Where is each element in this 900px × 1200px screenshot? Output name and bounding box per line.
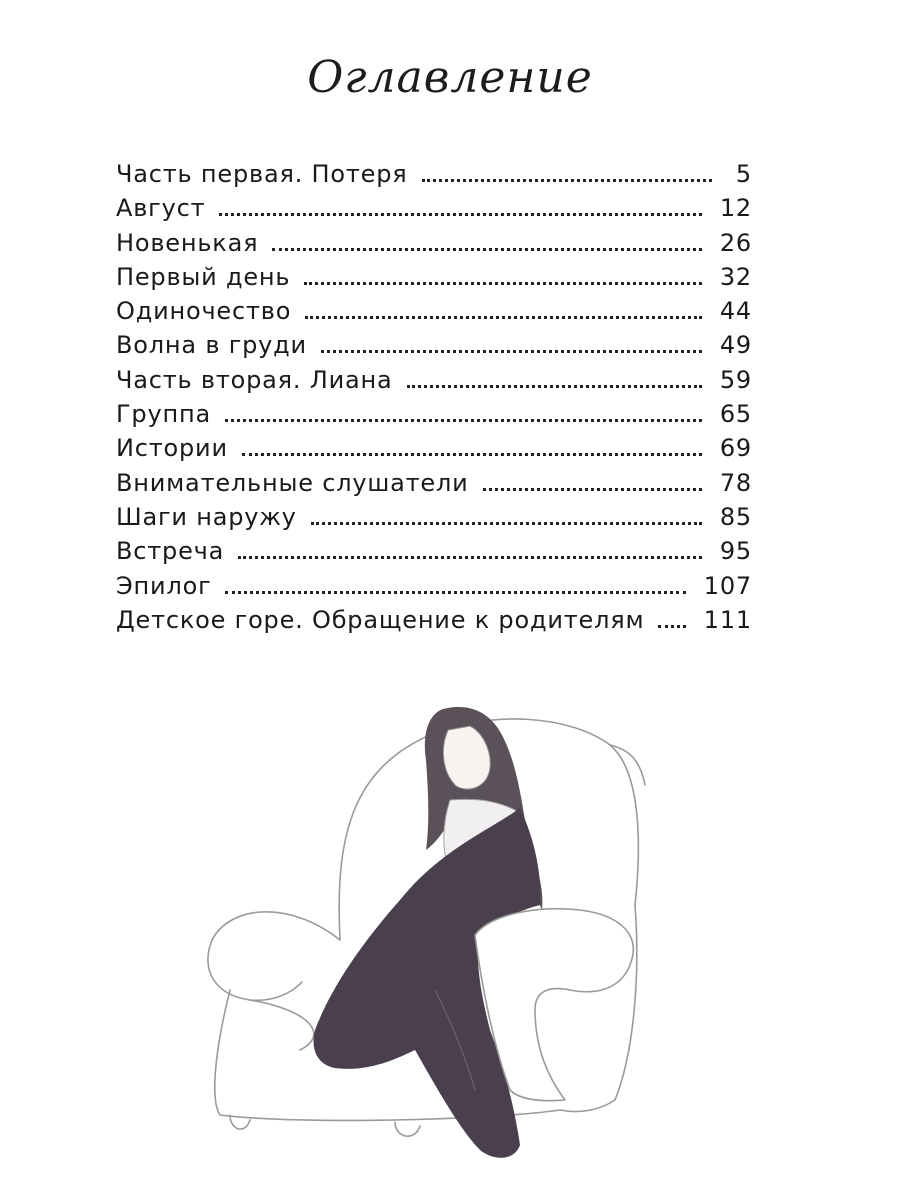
toc-entry-page: 65 bbox=[719, 400, 752, 429]
toc-entry[interactable] bbox=[116, 331, 752, 365]
toc-entry-page: 59 bbox=[719, 365, 752, 394]
toc-entry-page: 26 bbox=[719, 228, 752, 257]
toc-entry-page: 78 bbox=[719, 468, 752, 497]
toc-entry-label: Часть вторая. Лиана bbox=[116, 365, 393, 394]
toc-entry[interactable] bbox=[116, 469, 752, 503]
toc-entry-page: 111 bbox=[703, 605, 752, 634]
girl-in-armchair-illustration bbox=[190, 690, 710, 1180]
toc-dot-leader bbox=[304, 282, 701, 285]
toc-dot-leader bbox=[407, 385, 702, 388]
toc-entry[interactable] bbox=[116, 229, 752, 263]
toc-entry-label: Истории bbox=[116, 434, 228, 463]
toc-entry-label: Эпилог bbox=[116, 571, 212, 600]
toc-dot-leader bbox=[311, 522, 702, 525]
toc-entry[interactable] bbox=[116, 503, 752, 537]
toc-entry[interactable] bbox=[116, 194, 752, 228]
toc-entry-label: Часть первая. Потеря bbox=[116, 160, 408, 188]
toc-dot-leader bbox=[242, 453, 702, 456]
toc-entry-label: Волна в груди bbox=[116, 331, 307, 360]
toc-dot-leader bbox=[305, 316, 702, 319]
toc-entry-label: Новенькая bbox=[116, 228, 259, 257]
toc-entry-page: 5 bbox=[735, 160, 752, 188]
toc-entry[interactable] bbox=[116, 366, 752, 400]
toc-entry-label: Одиночество bbox=[116, 297, 292, 326]
toc-entry[interactable] bbox=[116, 537, 752, 571]
toc-entry-label: Внимательные слушатели bbox=[116, 468, 469, 497]
toc-entry-page: 85 bbox=[719, 502, 752, 531]
toc-dot-leader bbox=[225, 591, 685, 594]
toc-dot-leader bbox=[422, 179, 713, 182]
toc-entry[interactable] bbox=[116, 297, 752, 331]
toc-entry-label: Встреча bbox=[116, 537, 225, 566]
toc-dot-leader bbox=[272, 248, 702, 251]
toc-entry-page: 107 bbox=[703, 571, 752, 600]
toc-entry-label: Август bbox=[116, 194, 206, 223]
toc-dot-leader bbox=[483, 488, 702, 491]
toc-entry[interactable] bbox=[116, 572, 752, 606]
toc-entry-page: 32 bbox=[719, 262, 752, 291]
toc-dot-leader bbox=[238, 556, 702, 559]
toc-entry-page: 44 bbox=[719, 297, 752, 326]
toc-entry-page: 12 bbox=[719, 194, 752, 223]
table-of-contents bbox=[116, 160, 752, 640]
toc-entry-label: Первый день bbox=[116, 262, 291, 291]
toc-dot-leader bbox=[225, 419, 702, 422]
toc-entry-page: 69 bbox=[719, 434, 752, 463]
toc-dot-leader bbox=[658, 625, 685, 628]
toc-entry[interactable] bbox=[116, 606, 752, 640]
toc-entry-label: Группа bbox=[116, 400, 211, 429]
toc-dot-leader bbox=[321, 350, 702, 353]
toc-entry[interactable] bbox=[116, 400, 752, 434]
toc-entry[interactable] bbox=[116, 434, 752, 468]
toc-entry-page: 95 bbox=[719, 537, 752, 566]
toc-entry[interactable] bbox=[116, 160, 752, 194]
toc-entry-page: 49 bbox=[719, 331, 752, 360]
page-title: Оглавление bbox=[307, 52, 593, 103]
toc-entry-label: Шаги наружу bbox=[116, 502, 297, 531]
toc-entry[interactable] bbox=[116, 263, 752, 297]
toc-dot-leader bbox=[219, 213, 702, 216]
toc-entry-label: Детское горе. Обращение к родителям bbox=[116, 605, 645, 634]
